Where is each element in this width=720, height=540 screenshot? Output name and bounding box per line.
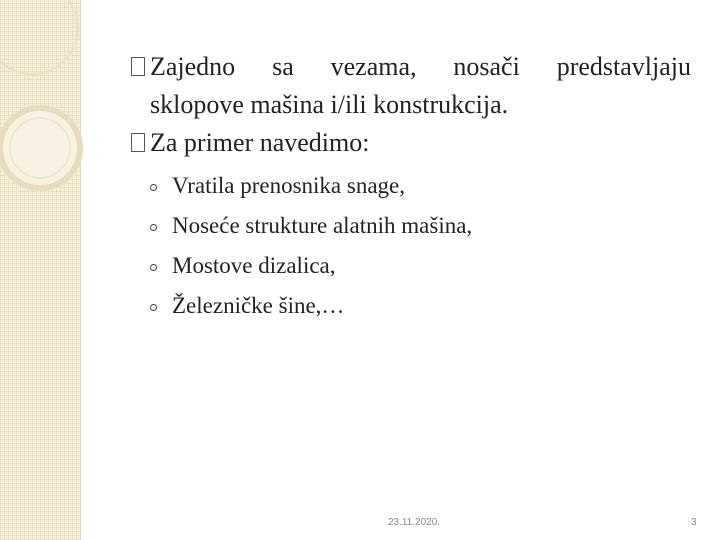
sub-list-item: [146, 246, 691, 286]
ring-bullet-icon: [150, 224, 157, 231]
missing-glyph-bullet-icon: [131, 133, 145, 152]
ring-bullet-icon: [150, 184, 157, 191]
bullet-item: [131, 124, 691, 162]
footer-date: 23.11.2020.: [388, 517, 441, 528]
footer-page-number: 3: [691, 517, 697, 528]
sub-list-item: [146, 286, 691, 326]
sub-list-item-text: Železničke šine,…: [172, 293, 345, 318]
ring-bullet-icon: [150, 304, 157, 311]
ring-bullet-icon: [150, 264, 157, 271]
sub-list: [131, 166, 691, 326]
sub-list-item-text: Noseće strukture alatnih mašina,: [172, 213, 473, 238]
missing-glyph-bullet-icon: [131, 57, 145, 76]
sub-list-item-text: Vratila prenosnika snage,: [172, 173, 406, 198]
slide-content: [131, 48, 691, 326]
bullet-text-line: sklopove mašina i/ili konstrukcija.: [150, 90, 509, 119]
sub-list-item-text: Mostove dizalica,: [172, 253, 336, 278]
bullet-item: [131, 48, 691, 124]
bullet-text-line: Zajedno sa vezama, nosači predstavljaju: [150, 52, 691, 81]
sub-list-item: [146, 166, 691, 206]
sub-list-item: [146, 206, 691, 246]
decorative-circles: [0, 0, 130, 230]
bullet-text: Za primer navedimo:: [150, 128, 370, 157]
